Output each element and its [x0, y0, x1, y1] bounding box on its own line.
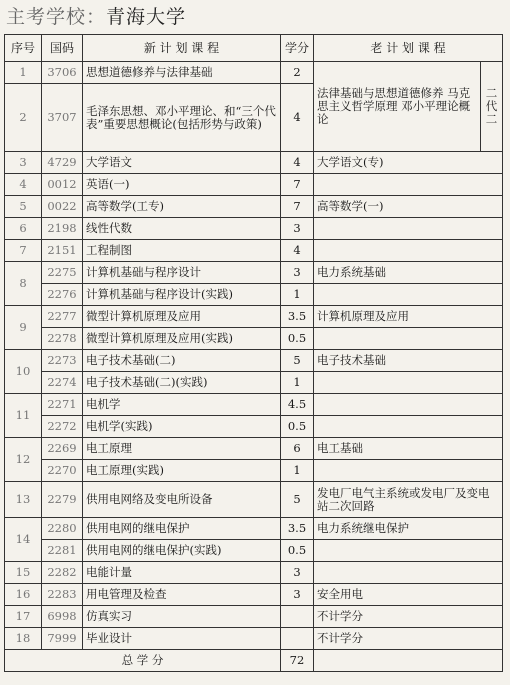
course-code: 2273	[42, 350, 83, 372]
row-no: 2	[5, 84, 42, 152]
course-name: 电工原理(实践)	[83, 460, 281, 482]
school-name: 青海大学	[106, 6, 187, 28]
row-no: 10	[5, 350, 42, 394]
course-credit: 3	[281, 262, 314, 284]
course-name: 计算机基础与程序设计(实践)	[83, 284, 281, 306]
old-course-empty	[314, 540, 503, 562]
header-code: 国码	[42, 35, 83, 62]
row-no: 17	[5, 606, 42, 628]
row-no: 16	[5, 584, 42, 606]
course-code: 2269	[42, 438, 83, 460]
table-row	[5, 416, 503, 438]
table-row	[5, 306, 503, 328]
course-code: 4729	[42, 152, 83, 174]
page-heading	[6, 2, 186, 29]
old-course-empty	[314, 394, 503, 416]
total-value: 72	[281, 650, 314, 672]
table-row	[5, 350, 503, 372]
course-credit: 7	[281, 174, 314, 196]
total-row	[5, 650, 503, 672]
header-new-plan: 新 计 划 课 程	[83, 35, 281, 62]
course-credit: 0.5	[281, 328, 314, 350]
table-row	[5, 174, 503, 196]
course-credit: 2	[281, 62, 314, 84]
course-credit: 5	[281, 482, 314, 518]
course-plan-table	[4, 34, 503, 672]
old-course-empty	[314, 284, 503, 306]
old-course: 电工基础	[314, 438, 503, 460]
header-old-plan: 老 计 划 课 程	[314, 35, 503, 62]
course-name: 工程制图	[83, 240, 281, 262]
old-course-block: 法律基础与思想道德修养 马克思主义哲学原理 邓小平理论概论	[314, 62, 481, 152]
header-no: 序号	[5, 35, 42, 62]
table-row	[5, 606, 503, 628]
old-course-empty	[314, 240, 503, 262]
course-name: 供用电网的继电保护	[83, 518, 281, 540]
table-row	[5, 152, 503, 174]
row-no: 11	[5, 394, 42, 438]
table-row	[5, 240, 503, 262]
old-course-empty	[314, 460, 503, 482]
course-credit	[281, 628, 314, 650]
course-code: 0012	[42, 174, 83, 196]
table-row	[5, 196, 503, 218]
course-code: 2279	[42, 482, 83, 518]
old-course-side-note: 二 代 二	[481, 62, 503, 152]
table-row	[5, 218, 503, 240]
old-course: 安全用电	[314, 584, 503, 606]
course-credit: 0.5	[281, 540, 314, 562]
old-course: 发电厂电气主系统或发电厂及变电站二次回路	[314, 482, 503, 518]
course-credit: 1	[281, 284, 314, 306]
course-credit: 4	[281, 84, 314, 152]
course-code: 2272	[42, 416, 83, 438]
table-row	[5, 372, 503, 394]
course-code: 2151	[42, 240, 83, 262]
row-no: 9	[5, 306, 42, 350]
course-name: 英语(一)	[83, 174, 281, 196]
course-credit: 4	[281, 240, 314, 262]
course-credit: 4	[281, 152, 314, 174]
table-row	[5, 328, 503, 350]
course-name: 供用电网络及变电所设备	[83, 482, 281, 518]
course-name: 供用电网的继电保护(实践)	[83, 540, 281, 562]
course-name: 电能计量	[83, 562, 281, 584]
course-name: 电工原理	[83, 438, 281, 460]
row-no: 8	[5, 262, 42, 306]
old-course: 计算机原理及应用	[314, 306, 503, 328]
course-credit: 0.5	[281, 416, 314, 438]
course-credit: 3.5	[281, 306, 314, 328]
table-row	[5, 518, 503, 540]
old-course-empty	[314, 218, 503, 240]
course-code: 2280	[42, 518, 83, 540]
table-row	[5, 438, 503, 460]
old-course-empty	[314, 562, 503, 584]
row-no: 12	[5, 438, 42, 482]
course-name: 线性代数	[83, 218, 281, 240]
course-credit: 3	[281, 584, 314, 606]
old-course: 不计学分	[314, 606, 503, 628]
header-credits: 学分	[281, 35, 314, 62]
course-code: 2274	[42, 372, 83, 394]
course-credit: 1	[281, 460, 314, 482]
course-credit: 7	[281, 196, 314, 218]
old-course: 电子技术基础	[314, 350, 503, 372]
row-no: 13	[5, 482, 42, 518]
old-course: 高等数学(一)	[314, 196, 503, 218]
row-no: 4	[5, 174, 42, 196]
course-code: 2275	[42, 262, 83, 284]
total-label: 总 学 分	[5, 650, 281, 672]
table-row	[5, 482, 503, 518]
course-credit: 5	[281, 350, 314, 372]
course-code: 2281	[42, 540, 83, 562]
course-credit	[281, 606, 314, 628]
table-row	[5, 394, 503, 416]
table-header-row	[5, 35, 503, 62]
course-name: 毕业设计	[83, 628, 281, 650]
table-row	[5, 262, 503, 284]
course-code: 6998	[42, 606, 83, 628]
course-code: 7999	[42, 628, 83, 650]
table-row	[5, 562, 503, 584]
table-row	[5, 540, 503, 562]
row-no: 3	[5, 152, 42, 174]
course-name: 毛泽东思想、邓小平理论、和“三个代表”重要思想概论(包括形势与政策)	[83, 84, 281, 152]
course-code: 3706	[42, 62, 83, 84]
course-name: 仿真实习	[83, 606, 281, 628]
row-no: 15	[5, 562, 42, 584]
course-name: 微型计算机原理及应用	[83, 306, 281, 328]
row-no: 7	[5, 240, 42, 262]
course-code: 2198	[42, 218, 83, 240]
table-row	[5, 284, 503, 306]
course-code: 2278	[42, 328, 83, 350]
row-no: 1	[5, 62, 42, 84]
course-name: 计算机基础与程序设计	[83, 262, 281, 284]
table-row	[5, 584, 503, 606]
old-course: 不计学分	[314, 628, 503, 650]
heading-lead: 主考学校：	[6, 6, 107, 28]
old-course-empty	[314, 416, 503, 438]
course-name: 用电管理及检查	[83, 584, 281, 606]
row-no: 5	[5, 196, 42, 218]
course-code: 0022	[42, 196, 83, 218]
course-name: 电子技术基础(二)(实践)	[83, 372, 281, 394]
course-name: 电机学(实践)	[83, 416, 281, 438]
course-credit: 3	[281, 562, 314, 584]
table-row	[5, 628, 503, 650]
row-no: 18	[5, 628, 42, 650]
course-credit: 3.5	[281, 518, 314, 540]
course-code: 3707	[42, 84, 83, 152]
course-name: 电子技术基础(二)	[83, 350, 281, 372]
course-credit: 6	[281, 438, 314, 460]
course-name: 高等数学(工专)	[83, 196, 281, 218]
table-row	[5, 62, 503, 84]
course-name: 微型计算机原理及应用(实践)	[83, 328, 281, 350]
table-row	[5, 460, 503, 482]
old-course-empty	[314, 372, 503, 394]
course-name: 思想道德修养与法律基础	[83, 62, 281, 84]
old-course: 大学语文(专)	[314, 152, 503, 174]
old-course-empty	[314, 328, 503, 350]
course-code: 2271	[42, 394, 83, 416]
course-credit: 1	[281, 372, 314, 394]
course-code: 2283	[42, 584, 83, 606]
old-course: 电力系统继电保护	[314, 518, 503, 540]
old-course: 电力系统基础	[314, 262, 503, 284]
row-no: 14	[5, 518, 42, 562]
course-code: 2282	[42, 562, 83, 584]
course-code: 2276	[42, 284, 83, 306]
old-course-empty	[314, 174, 503, 196]
course-credit: 4.5	[281, 394, 314, 416]
course-credit: 3	[281, 218, 314, 240]
old-course-empty	[314, 650, 503, 672]
course-name: 电机学	[83, 394, 281, 416]
row-no: 6	[5, 218, 42, 240]
course-code: 2277	[42, 306, 83, 328]
course-name: 大学语文	[83, 152, 281, 174]
course-code: 2270	[42, 460, 83, 482]
